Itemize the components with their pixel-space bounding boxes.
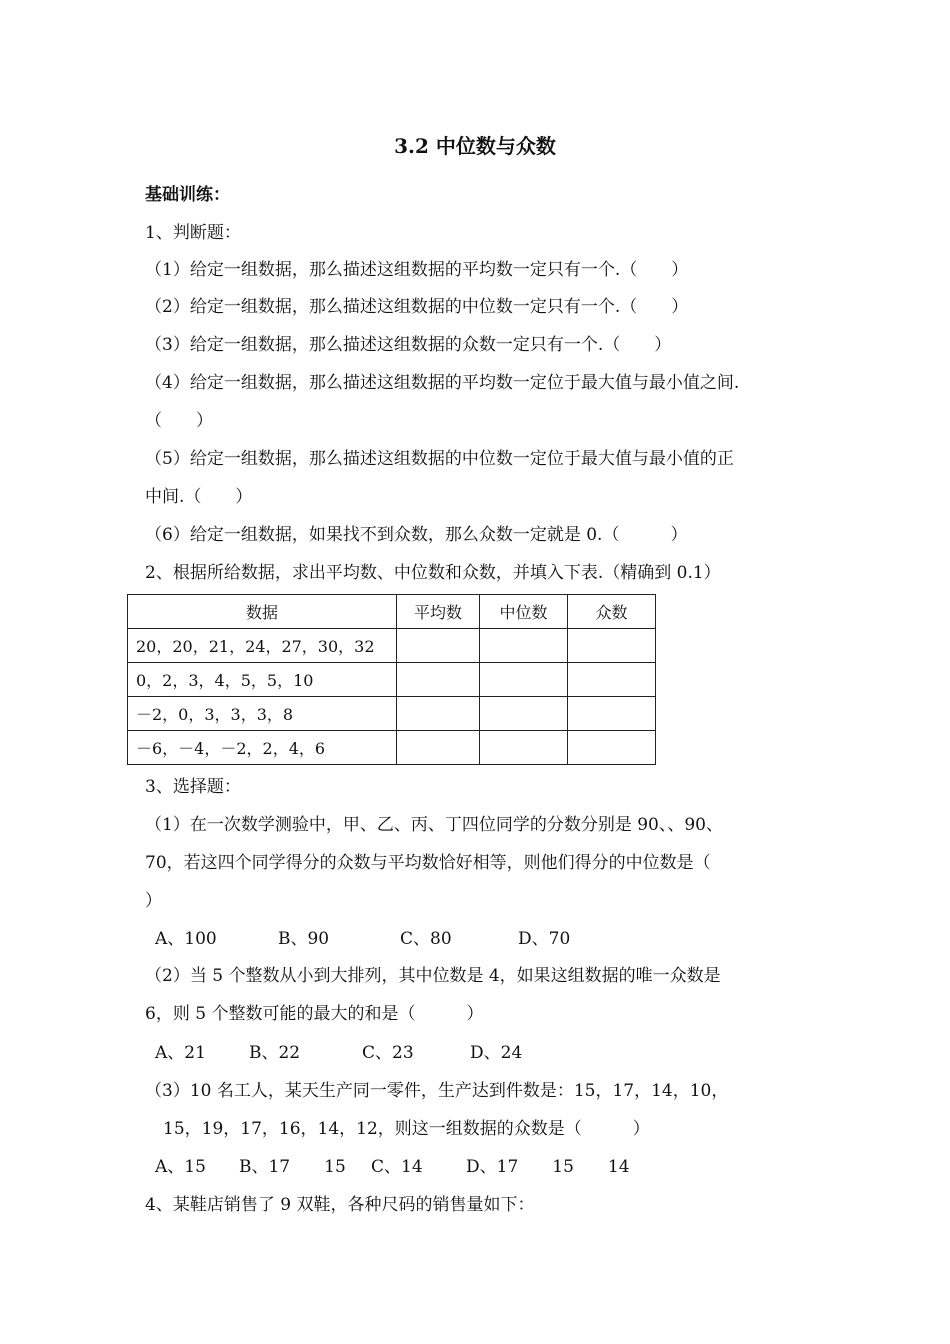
q3-p1-line-2: 70，若这四个同学得分的众数与平均数恰好相等，则他们得分的中位数是（ [145,853,711,873]
q3-p2-line-2: 6，则 5 个整数可能的最大的和是（ ） [145,1004,484,1024]
row-data: 0，2，3，4，5，5，10 [128,663,397,697]
table-header-row [128,595,656,629]
q3-p1-line-1: （1）在一次数学测验中，甲、乙、丙、丁四位同学的分数分别是 90、、90、 [145,815,723,835]
stats-table [127,594,656,765]
q2-heading: 2、根据所给数据，求出平均数、中位数和众数，并填入下表.（精确到 0.1） [145,563,721,583]
q1-heading: 1、判断题： [145,223,241,243]
q3-p1-option-c: C、80 [400,929,452,949]
row-median-cell [480,663,568,697]
q3-p1-option-d: D、70 [518,929,571,949]
q3-heading: 3、选择题： [145,777,241,797]
q3-p2-line-1: （2）当 5 个整数从小到大排列，其中位数是 4，如果这组数据的唯一众数是 [145,966,721,986]
row-median-cell [480,697,568,731]
table-row [128,629,656,663]
row-mode-cell [568,697,656,731]
q1-item-4: （4）给定一组数据，那么描述这组数据的平均数一定位于最大值与最小值之间. [145,373,740,393]
q1-item-1: （1）给定一组数据，那么描述这组数据的平均数一定只有一个.（ ） [145,260,689,280]
q3-p3-line-2: 15，19，17，16，14，12，则这一组数据的众数是（ ） [163,1119,650,1139]
table-row [128,731,656,765]
q1-item-3: （3）给定一组数据，那么描述这组数据的众数一定只有一个.（ ） [145,335,672,355]
q3-p2-option-c: C、23 [362,1043,414,1063]
header-median: 中位数 [480,595,568,629]
row-median-cell [480,731,568,765]
q3-p3-line-1: （3）10 名工人，某天生产同一零件，生产达到件数是：15，17，14，10， [145,1081,729,1101]
table-row [128,663,656,697]
q1-item-2: （2）给定一组数据，那么描述这组数据的中位数一定只有一个.（ ） [145,297,689,317]
row-data: －6，－4，－2，2，4，6 [128,731,397,765]
q1-item-5: （5）给定一组数据，那么描述这组数据的中位数一定位于最大值与最小值的正 [145,449,734,469]
row-mean-cell [397,663,480,697]
header-mode: 众数 [568,595,656,629]
row-mean-cell [397,629,480,663]
row-mode-cell [568,731,656,765]
row-mode-cell [568,663,656,697]
header-data: 数据 [128,595,397,629]
page-title: 3.2 中位数与众数 [394,134,556,158]
section-heading: 基础训练： [145,185,230,205]
row-mean-cell [397,697,480,731]
q3-p3-option-b: B、17 15 [239,1157,346,1177]
q3-p3-option-d: D、17 15 14 [466,1157,630,1177]
q3-p2-option-a: A、21 [155,1043,206,1063]
row-data: 20，20，21，24，27，30，32 [128,629,397,663]
row-data: －2，0，3，3，3，8 [128,697,397,731]
q3-p2-option-d: D、24 [470,1043,523,1063]
q1-item-6: （6）给定一组数据，如果找不到众数，那么众数一定就是 0.（ ） [145,525,688,545]
q1-item-4-cont: （ ） [145,411,213,431]
header-mean: 平均数 [397,595,480,629]
q3-p3-option-a: A、15 [155,1157,206,1177]
q3-p1-option-b: B、90 [278,929,330,949]
row-mean-cell [397,731,480,765]
table-row [128,697,656,731]
q1-item-5-cont: 中间.（ ） [145,487,253,507]
row-median-cell [480,629,568,663]
q3-p3-option-c: C、14 [371,1157,423,1177]
row-mode-cell [568,629,656,663]
q4-heading: 4、某鞋店销售了 9 双鞋，各种尺码的销售量如下： [145,1195,535,1215]
q3-p1-option-a: A、100 [155,929,217,949]
q3-p1-line-3: ） [145,891,162,911]
q3-p2-option-b: B、22 [249,1043,301,1063]
